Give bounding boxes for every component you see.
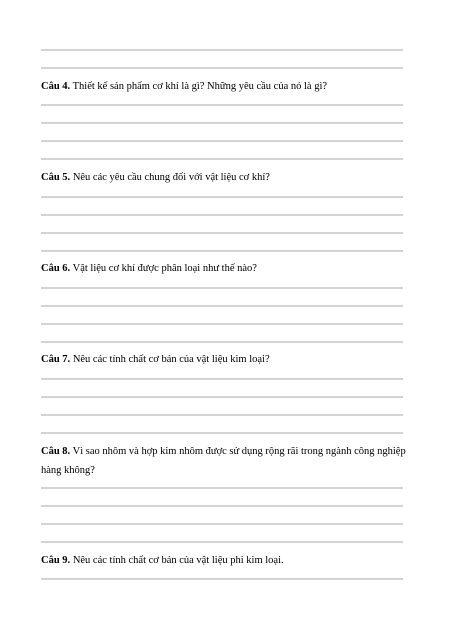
answer-line [41,341,403,343]
question-7 [41,350,413,369]
question-number: Câu 8. [41,446,71,457]
answer-line [41,578,403,580]
question-6 [41,259,413,278]
question-text: Thiết kế sản phẩm cơ khí là gì? Những yêu cầu của nó là gì? [72,81,328,92]
question-number: Câu 9. [41,555,71,566]
answer-line [41,49,403,51]
answer-line [41,250,403,252]
answer-line [41,232,403,234]
answer-line [41,523,403,525]
question-text: Vì sao nhôm và hợp kim nhôm được sử dụng rộng rãi trong ngành công nghiệp hàng không? [41,446,406,476]
answer-line [41,196,403,198]
question-9 [41,551,413,570]
answer-line [41,305,403,307]
answer-line [41,487,403,489]
question-number: Câu 4. [41,81,71,92]
question-5 [41,168,413,187]
answer-line [41,541,403,543]
question-text: Nêu các tính chất cơ bản của vật liệu kim loại? [72,354,270,365]
question-8 [41,442,413,480]
answer-line [41,287,403,289]
question-text: Nêu các tính chất cơ bản của vật liệu phi kim loại. [72,555,284,566]
answer-line [41,396,403,398]
answer-line [41,378,403,380]
question-4 [41,77,413,96]
question-number: Câu 7. [41,354,71,365]
question-text: Nêu các yêu cầu chung đối với vật liệu cơ khí? [72,172,270,183]
answer-line [41,432,403,434]
answer-line [41,140,403,142]
answer-line [41,323,403,325]
question-text: Vật liệu cơ khí được phân loại như thế nào? [72,263,257,274]
answer-line [41,505,403,507]
answer-line [41,67,403,69]
answer-line [41,414,403,416]
question-number: Câu 6. [41,263,71,274]
answer-line [41,158,403,160]
question-number: Câu 5. [41,172,71,183]
answer-line [41,104,403,106]
answer-line [41,214,403,216]
answer-line [41,122,403,124]
